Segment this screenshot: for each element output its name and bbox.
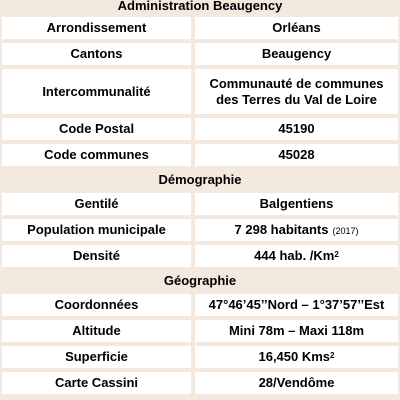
row-code-postal <box>2 118 398 140</box>
row-cantons <box>2 43 398 65</box>
population-value: 7 298 habitants <box>234 222 329 237</box>
row-code-communes <box>2 144 398 166</box>
section-title: Démographie <box>158 171 242 187</box>
row-label: Gentilé <box>2 193 191 215</box>
row-value: Mini 78m – Maxi 118m <box>195 320 398 342</box>
row-label: Arrondissement <box>2 17 191 39</box>
row-population <box>2 219 398 241</box>
section-header-administration <box>2 0 398 14</box>
row-label: Intercommunalité <box>2 69 191 114</box>
row-coordonnees <box>2 294 398 316</box>
row-label: Population municipale <box>2 219 191 241</box>
row-label: Cantons <box>2 43 191 65</box>
row-value: Beaugency <box>195 43 398 65</box>
row-intercommunalite <box>2 69 398 114</box>
row-label: Coordonnées <box>2 294 191 316</box>
row-gentile <box>2 193 398 215</box>
row-label: Altitude <box>2 320 191 342</box>
population-year-note: (2017) <box>332 226 359 236</box>
density-value: 444 hab. /Km <box>254 248 335 263</box>
row-altitude <box>2 320 398 342</box>
row-value <box>195 219 398 241</box>
row-value: 28/Vendôme <box>195 372 398 394</box>
row-value: 47°46’45’’Nord – 1°37’57’’Est <box>195 294 398 316</box>
row-label: Superficie <box>2 346 191 368</box>
row-value: 45028 <box>195 144 398 166</box>
section-header-geographie <box>2 269 398 291</box>
row-carte-cassini <box>2 372 398 394</box>
row-value: 45190 <box>195 118 398 140</box>
value-line: des Terres du Val de Loire <box>216 91 377 107</box>
area-value: 16,450 Kms <box>258 349 331 364</box>
row-superficie <box>2 346 398 368</box>
value-line: Communauté de communes <box>209 75 384 91</box>
row-arrondissement <box>2 17 398 39</box>
row-label: Code communes <box>2 144 191 166</box>
section-header-demographie <box>2 168 398 190</box>
row-value: 16,450 Kms $^2$ <box>195 346 398 368</box>
row-label: Carte Cassini <box>2 372 191 394</box>
section-title: Administration Beaugency <box>117 0 283 13</box>
section-title: Géographie <box>163 272 237 288</box>
row-label: Code Postal <box>2 118 191 140</box>
row-densite <box>2 245 398 267</box>
row-value: Balgentiens <box>195 193 398 215</box>
row-value: Orléans <box>195 17 398 39</box>
row-value: 444 hab. /Km $^2$ <box>195 245 398 267</box>
row-label: Densité <box>2 245 191 267</box>
row-value <box>195 69 398 114</box>
